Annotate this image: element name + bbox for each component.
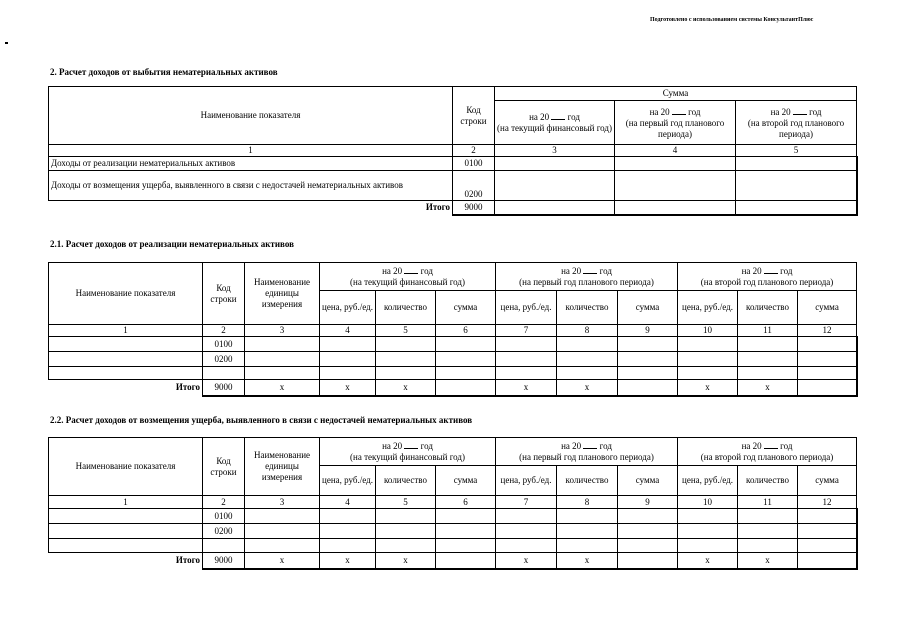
value-cell[interactable] xyxy=(557,337,618,352)
col-header-qty: количество xyxy=(738,466,798,496)
col-num: 10 xyxy=(678,496,738,509)
x-cell: x xyxy=(376,380,436,396)
col-header-qty: количество xyxy=(376,291,436,325)
value-cell[interactable] xyxy=(495,171,615,201)
row-code xyxy=(203,539,245,553)
row-code xyxy=(203,367,245,380)
col-num: 2 xyxy=(203,325,245,337)
value-cell[interactable] xyxy=(376,524,436,539)
value-cell[interactable] xyxy=(320,352,376,367)
value-cell[interactable] xyxy=(738,367,798,380)
table-income-sale xyxy=(48,262,858,397)
table-row xyxy=(49,509,857,524)
col-num: 8 xyxy=(557,496,618,509)
col-header-qty: количество xyxy=(557,291,618,325)
col-num: 1 xyxy=(49,325,203,337)
value-cell[interactable] xyxy=(738,352,798,367)
col-num: 5 xyxy=(376,496,436,509)
x-cell: x xyxy=(678,553,738,569)
value-cell[interactable] xyxy=(245,337,320,352)
total-label: Итого xyxy=(49,380,203,396)
total-code: 9000 xyxy=(453,201,495,215)
col-header-code: Код строки xyxy=(453,87,495,145)
col-header-qty: количество xyxy=(557,466,618,496)
x-cell: x xyxy=(376,553,436,569)
value-cell[interactable] xyxy=(496,352,557,367)
value-cell[interactable] xyxy=(678,524,738,539)
x-cell: x xyxy=(738,553,798,569)
section-title-income-damage: 2.2. Расчет доходов от возмещения ущерба, выявленного в связи с недостачей нематериальных активов xyxy=(50,415,473,425)
col-header-price: цена, руб./ед. xyxy=(496,466,557,496)
row-code: 0100 xyxy=(453,157,495,171)
total-row xyxy=(49,201,857,215)
value-cell[interactable] xyxy=(738,524,798,539)
row-name[interactable] xyxy=(49,524,203,539)
value-cell[interactable] xyxy=(678,337,738,352)
row-code: 0100 xyxy=(203,509,245,524)
x-cell: x xyxy=(320,380,376,396)
value-cell[interactable] xyxy=(495,157,615,171)
value-cell[interactable] xyxy=(678,367,738,380)
row-name[interactable] xyxy=(49,367,203,380)
col-header-period-3: на 20 год (на второй год планового периода) xyxy=(678,263,857,291)
value-cell[interactable] xyxy=(618,337,678,352)
col-header-name: Наименование показателя xyxy=(49,87,453,145)
col-num: 12 xyxy=(798,325,857,337)
col-num: 6 xyxy=(436,496,496,509)
value-cell[interactable] xyxy=(376,352,436,367)
value-cell[interactable] xyxy=(798,337,857,352)
value-cell[interactable] xyxy=(376,509,436,524)
col-num: 4 xyxy=(615,145,736,157)
value-cell[interactable] xyxy=(798,367,857,380)
table-row xyxy=(49,337,857,352)
value-cell[interactable] xyxy=(678,539,738,553)
value-cell[interactable] xyxy=(496,524,557,539)
value-cell[interactable] xyxy=(678,352,738,367)
table-row xyxy=(49,367,857,380)
value-cell[interactable] xyxy=(245,509,320,524)
col-header-period-3: на 20 год (на второй год планового периода) xyxy=(736,101,857,145)
value-cell[interactable] xyxy=(320,337,376,352)
col-num: 9 xyxy=(618,325,678,337)
value-cell[interactable] xyxy=(436,352,496,367)
row-code: 0200 xyxy=(203,352,245,367)
value-cell[interactable] xyxy=(618,352,678,367)
col-header-sum: сумма xyxy=(618,466,678,496)
section-title-income-disposal: 2. Расчет доходов от выбытия нематериальных активов xyxy=(50,67,278,77)
value-cell[interactable] xyxy=(798,352,857,367)
col-header-code: Код строки xyxy=(203,438,245,496)
value-cell[interactable] xyxy=(618,380,678,396)
x-cell: x xyxy=(496,553,557,569)
col-header-price: цена, руб./ед. xyxy=(320,466,376,496)
row-name[interactable] xyxy=(49,509,203,524)
value-cell[interactable] xyxy=(557,539,618,553)
value-cell[interactable] xyxy=(320,509,376,524)
x-cell: x xyxy=(557,553,618,569)
col-header-period-2: на 20 год (на первый год планового периода) xyxy=(615,101,736,145)
value-cell[interactable] xyxy=(618,553,678,569)
col-num: 3 xyxy=(245,325,320,337)
col-num: 8 xyxy=(557,325,618,337)
value-cell[interactable] xyxy=(436,367,496,380)
col-header-price: цена, руб./ед. xyxy=(496,291,557,325)
value-cell[interactable] xyxy=(557,524,618,539)
value-cell[interactable] xyxy=(798,380,857,396)
value-cell[interactable] xyxy=(738,509,798,524)
value-cell[interactable] xyxy=(245,524,320,539)
col-header-price: цена, руб./ед. xyxy=(320,291,376,325)
value-cell[interactable] xyxy=(320,367,376,380)
col-num: 12 xyxy=(798,496,857,509)
value-cell[interactable] xyxy=(678,509,738,524)
value-cell[interactable] xyxy=(436,553,496,569)
table-income-disposal xyxy=(48,86,858,216)
x-cell: x xyxy=(245,553,320,569)
col-header-unit: Наименование единицы измерения xyxy=(245,438,320,496)
value-cell[interactable] xyxy=(496,337,557,352)
value-cell[interactable] xyxy=(618,524,678,539)
col-num: 10 xyxy=(678,325,738,337)
row-name[interactable] xyxy=(49,337,203,352)
total-label: Итого xyxy=(49,201,453,215)
row-name[interactable] xyxy=(49,539,203,553)
x-cell: x xyxy=(496,380,557,396)
value-cell[interactable] xyxy=(436,524,496,539)
value-cell[interactable] xyxy=(798,509,857,524)
col-num: 11 xyxy=(738,325,798,337)
table-row xyxy=(49,524,857,539)
col-header-period-2: на 20 год (на первый год планового периода) xyxy=(496,438,678,466)
x-cell: x xyxy=(678,380,738,396)
row-name: Доходы от реализации нематериальных активов xyxy=(49,157,453,171)
header-note: Подготовлено с использованием системы КонсультантПлюс xyxy=(650,17,814,23)
col-num: 5 xyxy=(736,145,857,157)
value-cell[interactable] xyxy=(618,509,678,524)
col-header-sum: сумма xyxy=(436,466,496,496)
table-row xyxy=(49,539,857,553)
col-header-period-2: на 20 год (на первый год планового периода) xyxy=(496,263,678,291)
row-code: 0200 xyxy=(203,524,245,539)
col-num: 1 xyxy=(49,496,203,509)
row-name[interactable] xyxy=(49,352,203,367)
value-cell[interactable] xyxy=(798,524,857,539)
col-num: 2 xyxy=(203,496,245,509)
col-header-sum: сумма xyxy=(436,291,496,325)
total-row xyxy=(49,553,857,569)
value-cell[interactable] xyxy=(618,367,678,380)
col-header-name: Наименование показателя xyxy=(49,263,203,325)
col-header-sum: Сумма xyxy=(495,87,857,101)
value-cell[interactable] xyxy=(436,337,496,352)
col-header-period-1: на 20 год (на текущий финансовый год) xyxy=(320,263,496,291)
value-cell[interactable] xyxy=(436,509,496,524)
value-cell[interactable] xyxy=(245,367,320,380)
value-cell[interactable] xyxy=(495,201,615,215)
value-cell[interactable] xyxy=(496,539,557,553)
col-num: 4 xyxy=(320,496,376,509)
value-cell[interactable] xyxy=(615,157,736,171)
x-cell: x xyxy=(738,380,798,396)
value-cell[interactable] xyxy=(320,539,376,553)
value-cell[interactable] xyxy=(436,380,496,396)
col-num: 7 xyxy=(496,496,557,509)
value-cell[interactable] xyxy=(320,524,376,539)
row-name: Доходы от возмещения ущерба, выявленного в связи с недостачей нематериальных активов xyxy=(49,171,453,201)
value-cell[interactable] xyxy=(496,509,557,524)
col-num: 4 xyxy=(320,325,376,337)
col-header-unit: Наименование единицы измерения xyxy=(245,263,320,325)
col-header-price: цена, руб./ед. xyxy=(678,291,738,325)
col-num: 6 xyxy=(436,325,496,337)
x-cell: x xyxy=(245,380,320,396)
col-header-sum: сумма xyxy=(798,291,857,325)
value-cell[interactable] xyxy=(798,539,857,553)
table-row xyxy=(49,171,857,201)
value-cell[interactable] xyxy=(615,171,736,201)
col-header-period-3: на 20 год (на второй год планового периода) xyxy=(678,438,857,466)
x-cell: x xyxy=(557,380,618,396)
value-cell[interactable] xyxy=(557,367,618,380)
col-num: 11 xyxy=(738,496,798,509)
col-num: 3 xyxy=(245,496,320,509)
value-cell[interactable] xyxy=(736,171,857,201)
col-num: 3 xyxy=(495,145,615,157)
col-num: 9 xyxy=(618,496,678,509)
row-code: 0100 xyxy=(203,337,245,352)
col-header-qty: количество xyxy=(376,466,436,496)
value-cell[interactable] xyxy=(736,157,857,171)
row-code: 0200 xyxy=(453,171,495,201)
value-cell[interactable] xyxy=(245,539,320,553)
value-cell[interactable] xyxy=(736,201,857,215)
total-code: 9000 xyxy=(203,380,245,396)
value-cell[interactable] xyxy=(496,367,557,380)
col-header-period-1: на 20 год (на текущий финансовый год) xyxy=(320,438,496,466)
col-header-period-1: на 20 год (на текущий финансовый год) xyxy=(495,101,615,145)
value-cell[interactable] xyxy=(618,539,678,553)
value-cell[interactable] xyxy=(738,539,798,553)
col-header-sum: сумма xyxy=(618,291,678,325)
value-cell[interactable] xyxy=(376,539,436,553)
value-cell[interactable] xyxy=(376,367,436,380)
col-num: 7 xyxy=(496,325,557,337)
value-cell[interactable] xyxy=(557,509,618,524)
value-cell[interactable] xyxy=(557,352,618,367)
col-header-name: Наименование показателя xyxy=(49,438,203,496)
total-row xyxy=(49,380,857,396)
value-cell[interactable] xyxy=(798,553,857,569)
value-cell[interactable] xyxy=(615,201,736,215)
col-num: 1 xyxy=(49,145,453,157)
col-header-qty: количество xyxy=(738,291,798,325)
x-cell: x xyxy=(320,553,376,569)
col-header-price: цена, руб./ед. xyxy=(678,466,738,496)
value-cell[interactable] xyxy=(436,539,496,553)
table-row xyxy=(49,157,857,171)
col-header-sum: сумма xyxy=(798,466,857,496)
total-label: Итого xyxy=(49,553,203,569)
value-cell[interactable] xyxy=(376,337,436,352)
table-row xyxy=(49,352,857,367)
table-income-damage xyxy=(48,437,858,570)
value-cell[interactable] xyxy=(245,352,320,367)
section-title-income-sale: 2.1. Расчет доходов от реализации нематериальных активов xyxy=(50,239,294,249)
col-num: 5 xyxy=(376,325,436,337)
margin-mark xyxy=(5,42,8,44)
value-cell[interactable] xyxy=(738,337,798,352)
col-header-code: Код строки xyxy=(203,263,245,325)
col-num: 2 xyxy=(453,145,495,157)
total-code: 9000 xyxy=(203,553,245,569)
